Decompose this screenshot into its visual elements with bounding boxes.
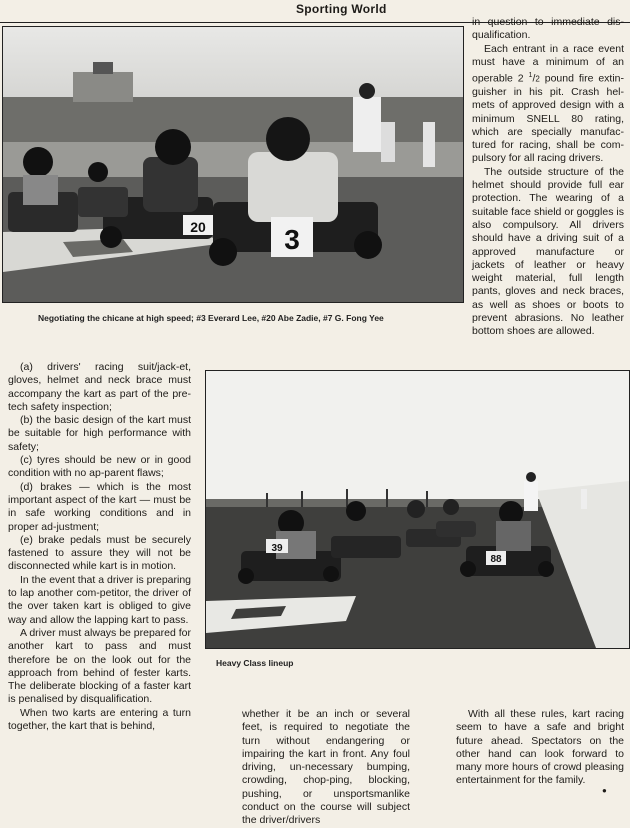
section-title: Sporting World <box>296 2 387 16</box>
article-column-left <box>8 361 191 733</box>
paragraph-helmet: The outside structure of the helmet should provide full ear protection. The wearing of a suitable face shield or goggles is also compulsory. All drivers should have a driving suit of a approved manufacture or jackets of leather or heavy weight material, full length pants, gloves and neck braces, as well as shoes or boots to prevent abrasions. No leather bottom shoes are allowed. <box>472 165 624 338</box>
kart-number-20: 20 <box>190 219 206 235</box>
kart-number-39: 39 <box>271 543 283 554</box>
rule-a: (a) drivers' racing suit/jack-et, gloves, helmet and neck brace must accompany the kart as part of the pre-tech safety inspection; <box>8 361 191 413</box>
photo-heavy-class <box>205 370 630 649</box>
rule-b: (b) the basic design of the kart must be suitable for high performance with safety; <box>8 414 191 453</box>
rule-c: (c) tyres should be new or in good condition with no ap-parent flaws; <box>8 454 191 480</box>
article-column-bottom-middle <box>242 708 410 828</box>
fraction-numerator: 1 <box>528 72 533 80</box>
fraction-slash: / <box>532 72 536 85</box>
photo-chicane <box>2 26 464 303</box>
kart-number-88: 88 <box>490 554 502 565</box>
paragraph-foul-driving: whether it be an inch or several feet, is required to negotiate the turn without endangering or impairing the kart in front. Any foul driving, un-necessary bumping, crowding, chop-ping, blocking, pushing, or unsportsmanlike conduct on the course will subject the driver/drivers <box>242 708 410 827</box>
article-column-bottom-right <box>456 708 624 788</box>
end-mark: ● <box>602 786 607 795</box>
paragraph: in question to immediate dis-qualification. <box>472 16 624 42</box>
photo-heavy-class-image <box>206 371 629 648</box>
paragraph-conclusion: With all these rules, kart racing seem to have a safe and bright future ahead. Spectators on the other hand can look forward to many more hours of crowd pleasing entertainment for the family. <box>456 708 624 787</box>
paragraph-lapping: In the event that a driver is preparing to lap another com-petitor, the driver of the over taken kart is obliged to give way and allow the lapping kart to pass. <box>8 573 192 626</box>
rule-e: (e) brake pedals must be securely fastened to assure they will not be disconnected while kart is in motion. <box>8 533 191 573</box>
photo-caption-chicane: Negotiating the chicane at high speed; #3 Everard Lee, #20 Abe Zadie, #7 G. Fong Yee <box>38 313 384 323</box>
photo-caption-heavy-class: Heavy Class lineup <box>216 658 294 668</box>
paragraph-passing: A driver must always be prepared for another kart to pass and must therefore be on the look out for the approach from behind of fester karts. The deliberate blocking of a faster kart is penalised by disqualification. <box>8 626 191 706</box>
rule-d: (d) brakes — which is the most important aspect of the kart — must be in safe working conditions and in proper ad-justment; <box>8 480 191 533</box>
paragraph-turns: When two karts are entering a turn together, the kart that is behind, <box>8 706 191 733</box>
photo-chicane-image <box>3 27 463 302</box>
paragraph-fire-extinguisher <box>472 43 624 166</box>
text-run: Each entrant in a race event must have a minimum of an operable 2 <box>472 42 624 85</box>
text-run: pound fire extin-guisher in his pit. Crash hel-mets of approved design with a minimum SNELL 80 rating, which are specially manufac-tured for racing, shall be com-pulsory for all racing drivers. <box>472 72 625 165</box>
kart-number-3: 3 <box>284 224 300 255</box>
article-column-right-top <box>472 16 624 339</box>
fraction-denominator: 2 <box>535 74 540 84</box>
